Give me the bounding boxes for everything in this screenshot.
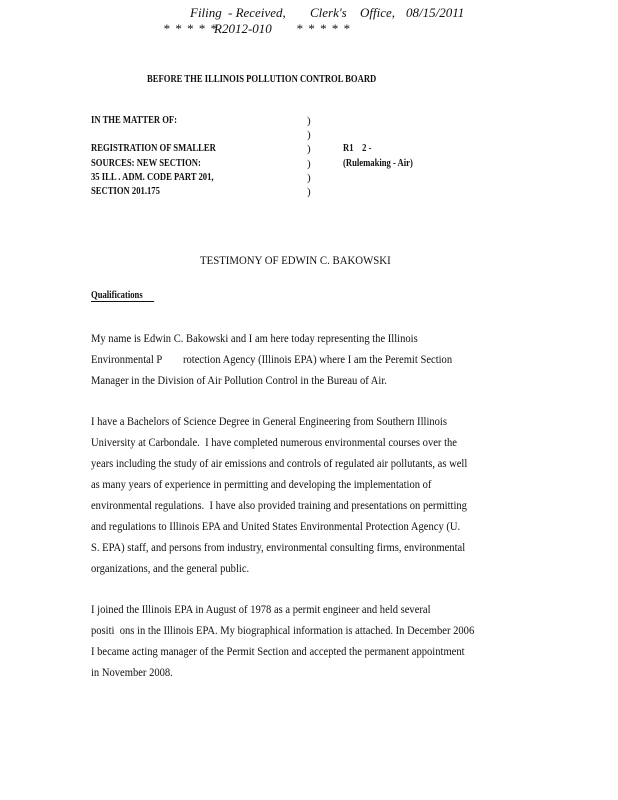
stamp-office: Office, [360,5,396,20]
text-line: I have a Bachelors of Science Degree in General Engineering from Southern Illinois [91,414,447,428]
text-line: positi ons in the Illinois EPA. My biographical information is attached. In December 2006 [91,623,475,637]
caption-line: IN THE MATTER OF: [91,115,178,126]
caption-paren: ) [307,158,311,170]
caption-paren: ) [307,115,311,127]
section-heading-qualifications: Qualifications [91,290,154,302]
text-line: I became acting manager of the Permit Section and accepted the permanent appointment [91,644,465,658]
stamp-stars-left: * * * * * [163,21,218,36]
text-line: organizations, and the general public. [91,561,250,575]
text-line: My name is Edwin C. Bakowski and I am here today representing the Illinois [91,331,418,345]
text-line: in November 2008. [91,665,173,679]
caption-line: SECTION 201.175 [91,186,160,197]
docket-number: R1 2 - [343,143,372,154]
text-line: as many years of experience in permitting and developing the implementation of [91,477,432,491]
caption-line: REGISTRATION OF SMALLER [91,143,216,154]
stamp-clerks: Clerk's [310,5,347,20]
text-line: Manager in the Division of Air Pollution Control in the Bureau of Air. [91,373,387,387]
docket-type: (Rulemaking - Air) [343,158,413,169]
stamp-stars-right: * * * * * [296,21,351,36]
caption-line: SOURCES: NEW SECTION: [91,158,201,169]
text-line: Environmental P rotection Agency (Illinois EPA) where I am the Peremit Section [91,352,453,366]
stamp-filing: Filing [190,5,222,20]
text-line: years including the study of air emissions and controls of regulated air pollutants, as well [91,456,468,470]
caption-paren: ) [307,143,311,155]
caption-paren: ) [307,186,311,198]
stamp-date: 08/15/2011 [406,5,465,20]
text-line: and regulations to Illinois EPA and United States Environmental Protection Agency (U. [91,519,461,533]
caption-line: 35 ILL . ADM. CODE PART 201, [91,172,214,183]
text-line: S. EPA) staff, and persons from industry, environmental consulting firms, environmental [91,540,466,554]
text-line: environmental regulations. I have also provided training and presentations on permitting [91,498,467,512]
stamp-received: - Received, [228,5,286,20]
text-line: I joined the Illinois EPA in August of 1978 as a permit engineer and held several [91,602,431,616]
caption-paren: ) [307,172,311,184]
testimony-title: TESTIMONY OF EDWIN C. BAKOWSKI [200,253,391,267]
board-heading: BEFORE THE ILLINOIS POLLUTION CONTROL BOARD [147,74,377,85]
stamp-docket: R2012-010 [214,21,272,36]
text-line: University at Carbondale. I have completed numerous environmental courses over the [91,435,457,449]
caption-paren: ) [307,129,311,141]
